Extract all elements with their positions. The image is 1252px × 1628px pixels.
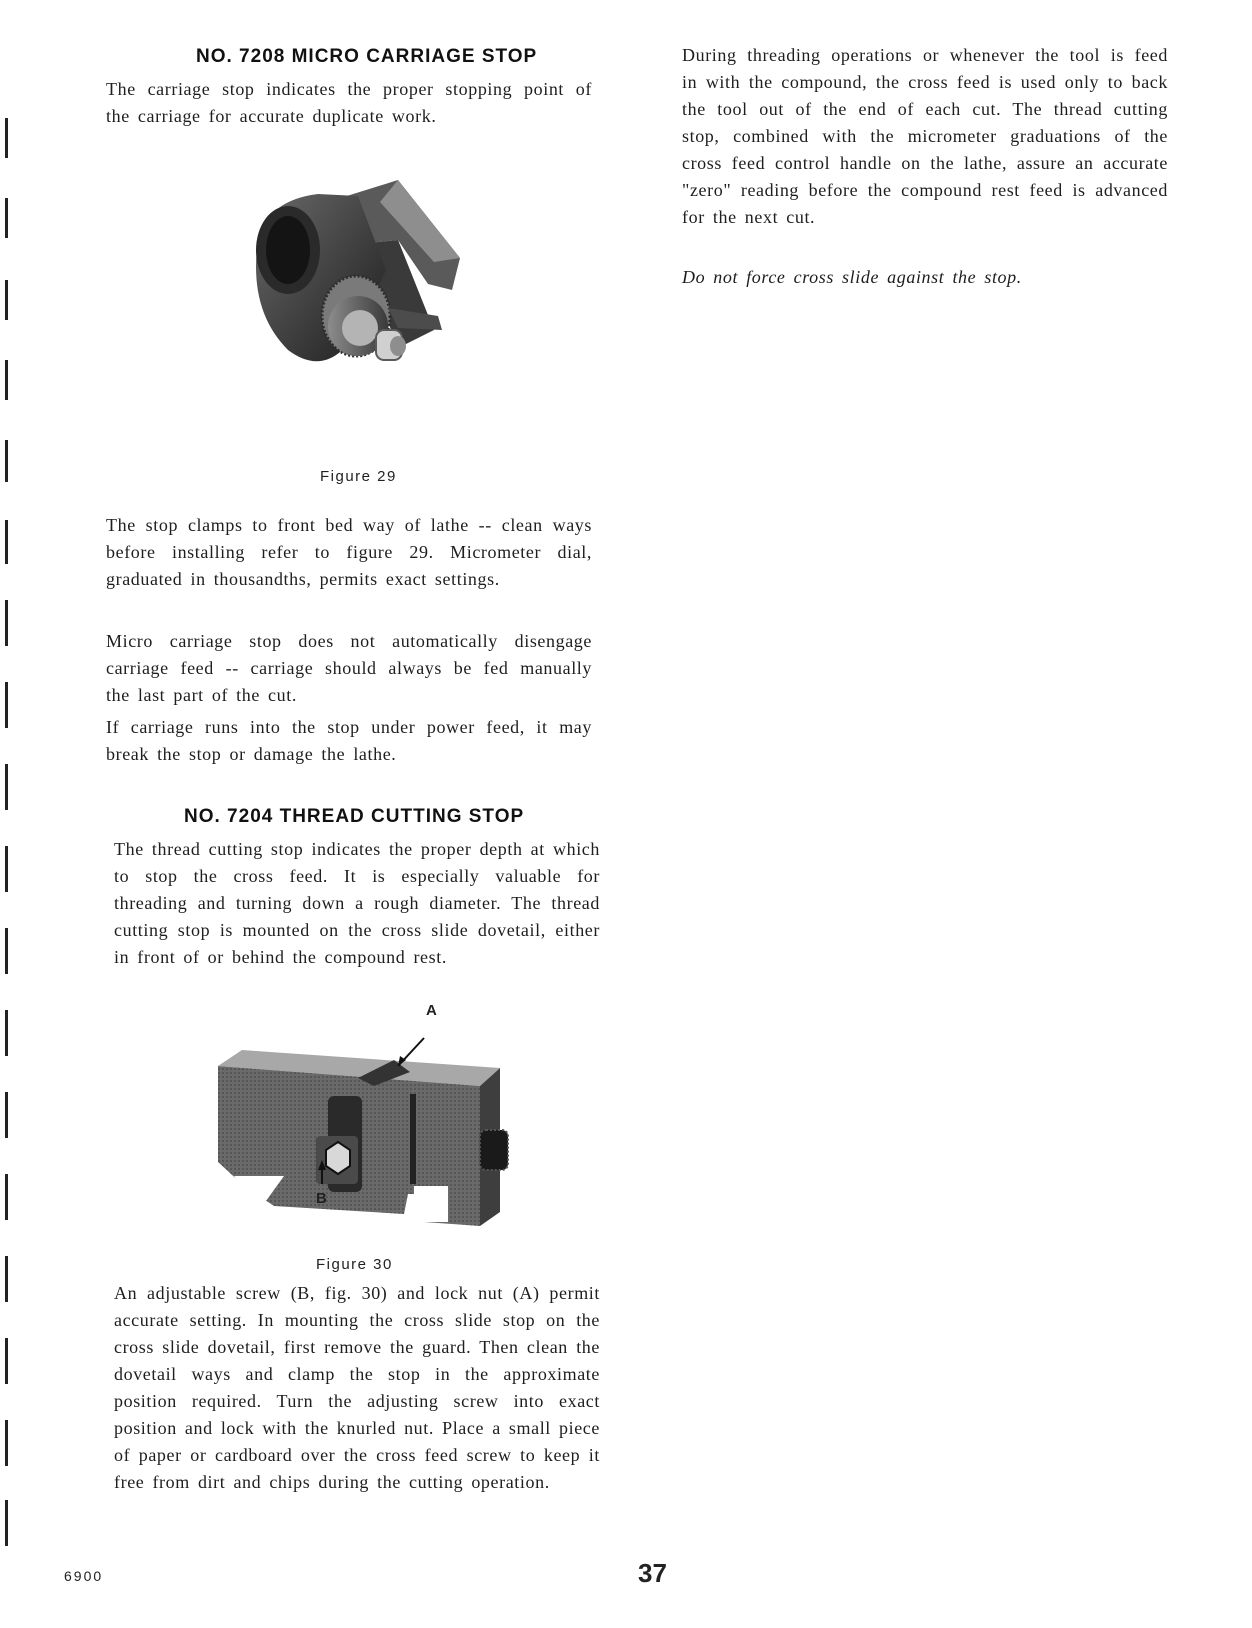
section2-intro: The thread cutting stop indicates the proper depth at which to stop the cross feed. It is especially valuable for threading and turning down a rough diameter. The thread cutting stop is mounted on the cross slide dovetail, either in front of or behind the compound rest. xyxy=(114,839,600,967)
figure-29-micro-carriage-stop-photo xyxy=(238,180,464,396)
section1-paragraph-1: The stop clamps to front bed way of lathe -- clean ways before installing refer to figure 29. Micrometer dial, graduated in thousandths, permits exact settings. xyxy=(106,515,592,589)
section1-paragraph-2: Micro carriage stop does not automatically disengage carriage feed -- carriage should always be fed manually the last part of the cut. xyxy=(106,631,592,705)
page-number: 37 xyxy=(638,1558,667,1588)
section-heading-thread-cutting-stop: NO. 7204 THREAD CUTTING STOP xyxy=(184,806,525,827)
figure-30-thread-cutting-stop-photo xyxy=(214,1036,534,1232)
section1-paragraph-3: If carriage runs into the stop under power feed, it may break the stop or damage the lathe. xyxy=(106,717,592,764)
section-heading-micro-carriage-stop: NO. 7208 MICRO CARRIAGE STOP xyxy=(196,46,538,67)
footer-code: 6900 xyxy=(64,1568,104,1584)
figure-30-caption: Figure 30 xyxy=(316,1256,393,1273)
figure-30-label-a: A xyxy=(426,1002,439,1019)
figure-30-label-b: B xyxy=(316,1190,329,1207)
figure-29-caption: Figure 29 xyxy=(320,468,397,485)
section2-body: An adjustable screw (B, fig. 30) and lock nut (A) permit accurate setting. In mounting the cross slide stop on the cross slide dovetail, first remove the guard. Then clean the dovetail ways and clamp the stop in the approximate position required. Turn the adjusting screw into exact position and lock with the knurled nut. Place a small piece of paper or cardboard over the cross feed screw to keep it free from dirt and chips during the cutting operation. xyxy=(114,1283,600,1492)
binding-marks xyxy=(0,0,14,1628)
right-column-body: During threading operations or whenever the tool is feed in with the compound, the cross feed is used only to back the tool out of the end of each cut. The thread cutting stop, combined with the micrometer graduations of the cross feed control handle on the lathe, assure an accurate "zero" reading before the compound rest feed is advanced for the next cut. xyxy=(682,45,1168,227)
section1-intro: The carriage stop indicates the proper stopping point of the carriage for accurate duplicate work. xyxy=(106,79,592,126)
caution-note: Do not force cross slide against the stop. xyxy=(682,267,1022,287)
